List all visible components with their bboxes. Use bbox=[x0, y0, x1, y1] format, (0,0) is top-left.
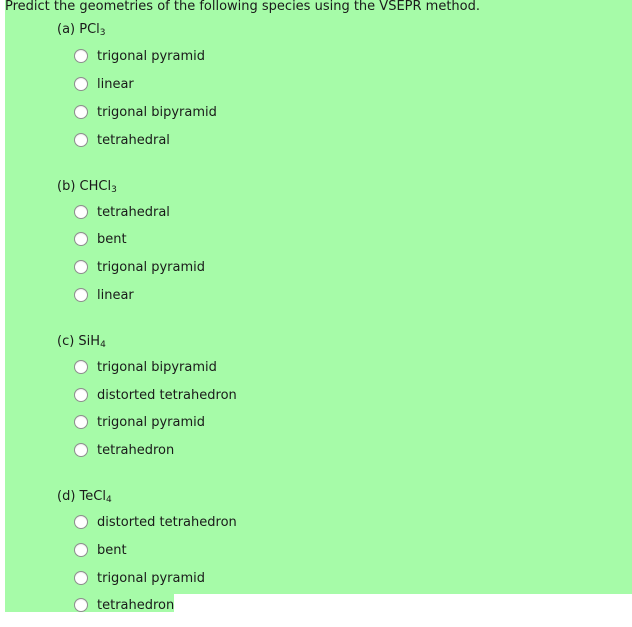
option-label: distorted tetrahedron bbox=[97, 514, 237, 530]
option-label: linear bbox=[97, 76, 134, 92]
option-label: linear bbox=[97, 287, 134, 303]
question-c-option-2[interactable] bbox=[74, 386, 237, 404]
option-label: trigonal pyramid bbox=[97, 414, 205, 430]
radio-button[interactable] bbox=[74, 598, 88, 612]
question-d-option-4[interactable] bbox=[74, 596, 174, 614]
question-b-label: (b) CHCl$_3$ bbox=[57, 179, 117, 195]
page-title: Predict the geometries of the following species using the VSEPR method. bbox=[5, 0, 481, 14]
radio-button[interactable] bbox=[74, 443, 88, 457]
question-a-option-1[interactable] bbox=[74, 47, 205, 65]
question-d-option-2[interactable] bbox=[74, 541, 127, 559]
radio-button[interactable] bbox=[74, 205, 88, 219]
radio-button[interactable] bbox=[74, 388, 88, 402]
radio-button[interactable] bbox=[74, 105, 88, 119]
radio-button[interactable] bbox=[74, 49, 88, 63]
option-label: bent bbox=[97, 542, 127, 558]
question-b-option-1[interactable] bbox=[74, 203, 170, 221]
option-label: trigonal pyramid bbox=[97, 259, 205, 275]
radio-button[interactable] bbox=[74, 232, 88, 246]
question-b-option-4[interactable] bbox=[74, 286, 134, 304]
question-b-option-3[interactable] bbox=[74, 258, 205, 276]
radio-button[interactable] bbox=[74, 515, 88, 529]
question-a-option-2[interactable] bbox=[74, 75, 134, 93]
question-c-label: (c) SiH$_4$ bbox=[57, 334, 106, 350]
question-c-option-4[interactable] bbox=[74, 441, 174, 459]
question-a-label: (a) PCl$_3$ bbox=[57, 22, 106, 38]
option-label: tetrahedron bbox=[97, 597, 175, 613]
question-d-option-3[interactable] bbox=[74, 569, 205, 587]
option-label: tetrahedron bbox=[97, 442, 175, 458]
question-c-option-1[interactable] bbox=[74, 358, 217, 376]
radio-button[interactable] bbox=[74, 571, 88, 585]
option-label: trigonal bipyramid bbox=[97, 104, 217, 120]
question-d-option-1[interactable] bbox=[74, 513, 237, 531]
radio-button[interactable] bbox=[74, 133, 88, 147]
radio-button[interactable] bbox=[74, 543, 88, 557]
option-label: distorted tetrahedron bbox=[97, 387, 237, 403]
question-b-option-2[interactable] bbox=[74, 230, 127, 248]
question-a-option-3[interactable] bbox=[74, 103, 217, 121]
option-label: bent bbox=[97, 231, 127, 247]
option-label: tetrahedral bbox=[97, 204, 170, 220]
option-label: trigonal bipyramid bbox=[97, 359, 217, 375]
radio-button[interactable] bbox=[74, 415, 88, 429]
question-c-option-3[interactable] bbox=[74, 413, 205, 431]
radio-button[interactable] bbox=[74, 288, 88, 302]
question-d-label: (d) TeCl$_4$ bbox=[57, 489, 112, 505]
option-label: trigonal pyramid bbox=[97, 48, 205, 64]
question-a-option-4[interactable] bbox=[74, 131, 170, 149]
radio-button[interactable] bbox=[74, 360, 88, 374]
radio-button[interactable] bbox=[74, 77, 88, 91]
radio-button[interactable] bbox=[74, 260, 88, 274]
option-label: tetrahedral bbox=[97, 132, 170, 148]
option-label: trigonal pyramid bbox=[97, 570, 205, 586]
